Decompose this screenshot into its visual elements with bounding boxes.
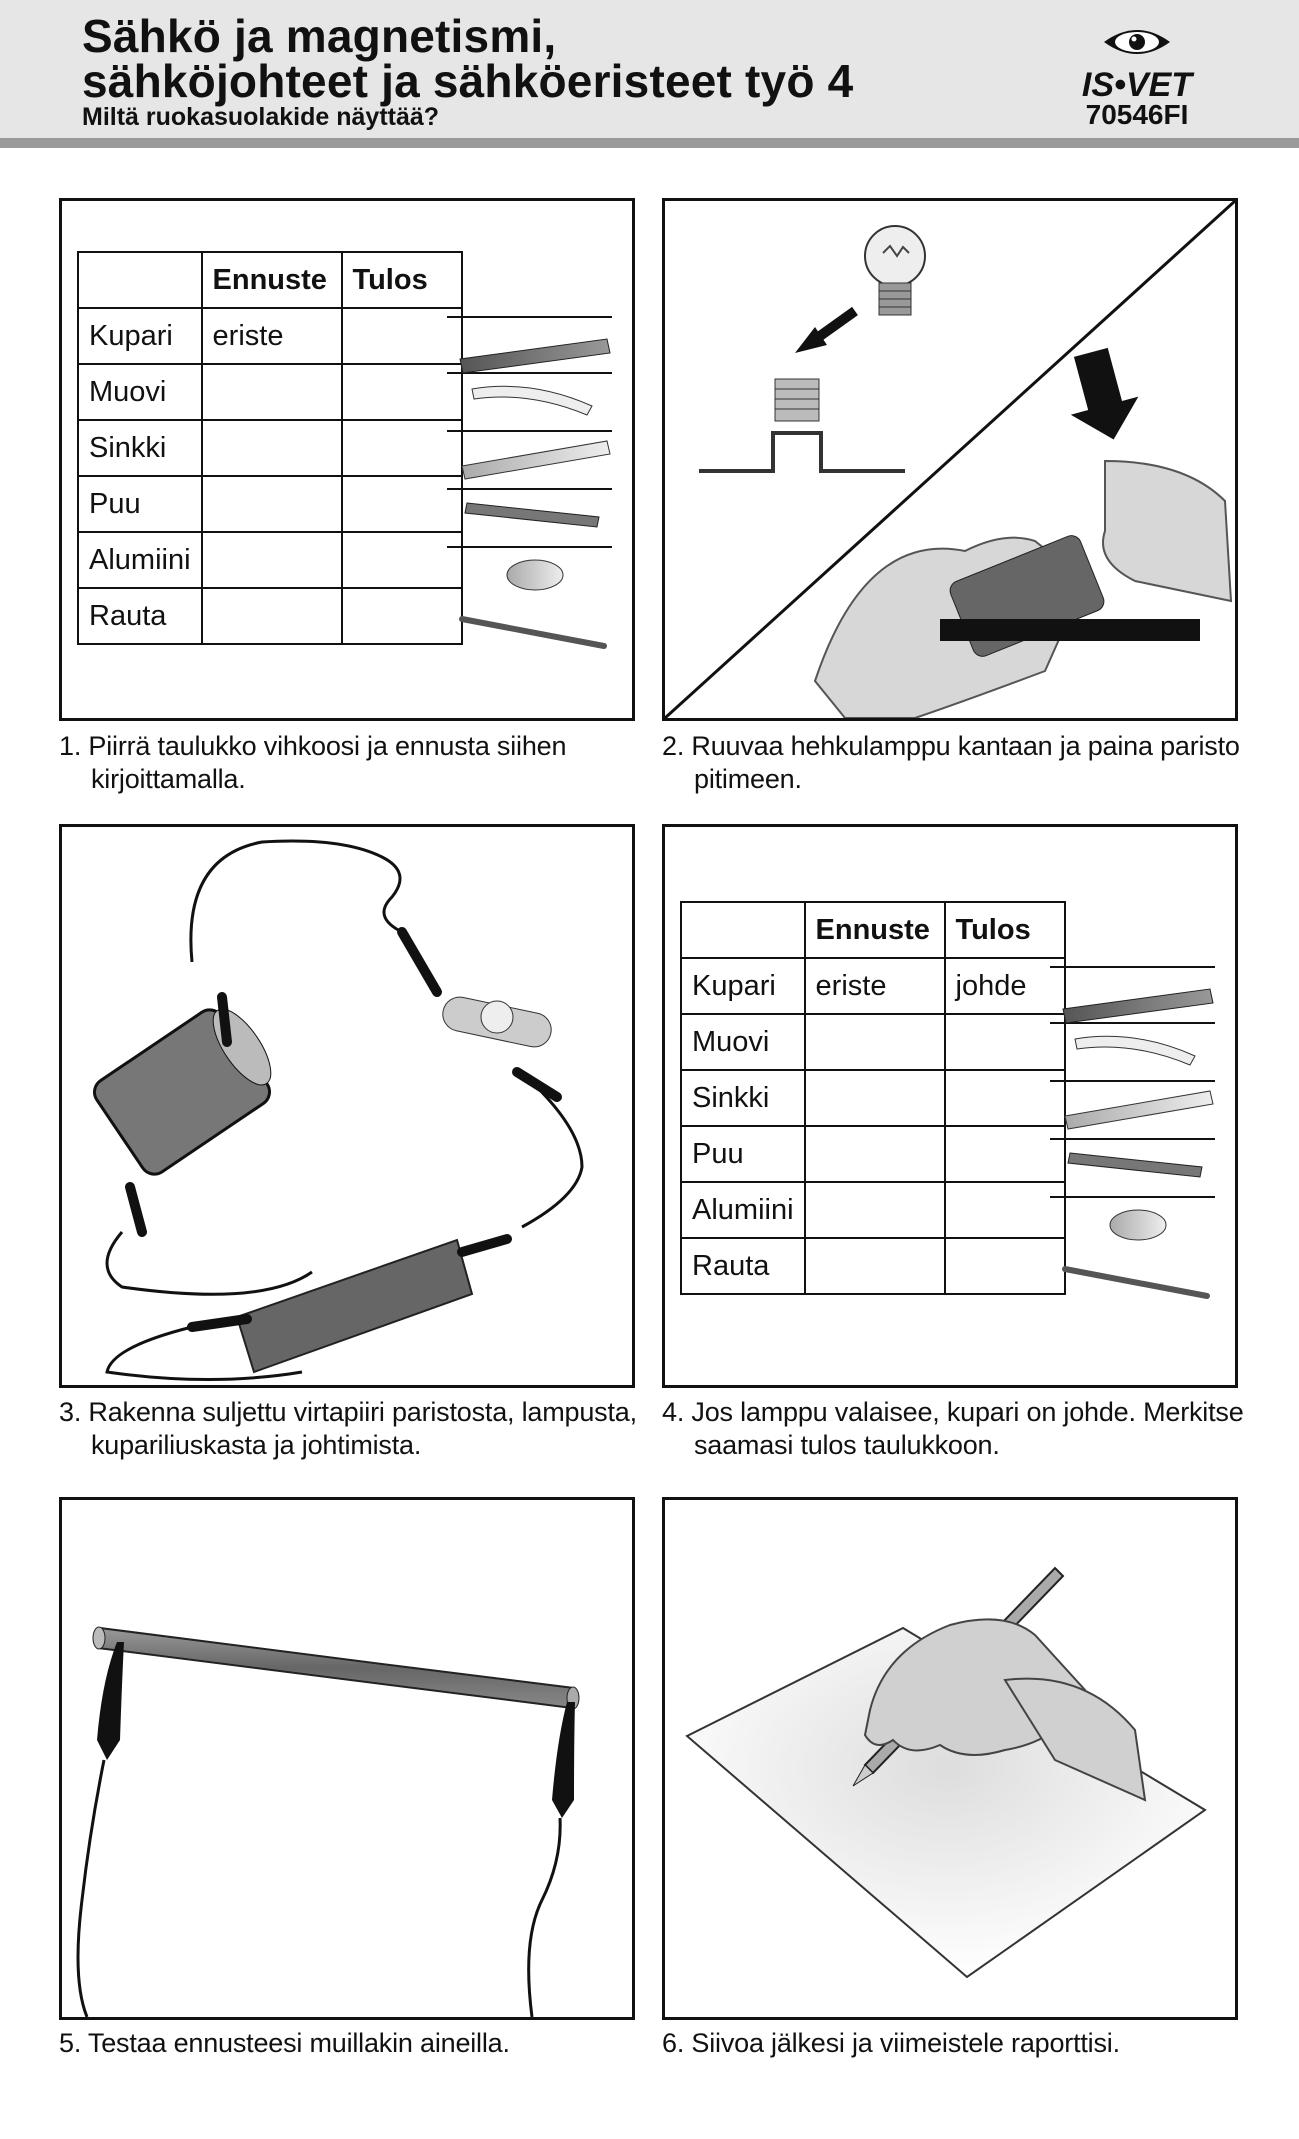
title-line-2: sähköjohteet ja sähköeristeet työ 4	[82, 55, 854, 107]
material-cell: Sinkki	[78, 420, 202, 476]
aluminium-disc	[507, 560, 563, 590]
zinc-strip	[462, 441, 610, 479]
aluminium-disc	[1110, 1210, 1166, 1240]
lamp-bulb-icon	[865, 226, 925, 315]
material-cell: Alumiini	[681, 1182, 805, 1238]
material-cell: Alumiini	[78, 532, 202, 588]
wood-stick	[1068, 1153, 1202, 1177]
battery-holder	[89, 1000, 281, 1179]
caption-2: 2. Ruuvaa hehkulamppu kantaan ja paina paristo pitimeen.	[662, 731, 1240, 794]
material-cell: Muovi	[681, 1014, 805, 1070]
isvet-logo	[1052, 24, 1222, 104]
caption-3: 3. Rakenna suljettu virtapiiri paristosta, lampusta, kupariliuskasta ja johtimista.	[59, 1397, 637, 1460]
hand-with-battery	[815, 461, 1231, 718]
page-header	[0, 0, 1299, 148]
eye-icon	[1104, 30, 1170, 54]
caption-1: 1. Piirrä taulukko vihkoosi ja ennusta siihen kirjoittamalla.	[59, 731, 567, 794]
iron-rod	[1065, 1269, 1207, 1296]
table-header-cell: Ennuste	[805, 902, 945, 958]
circuit-illustration	[62, 827, 632, 1385]
copper-plate	[237, 1240, 472, 1372]
panel-5	[59, 1497, 635, 2020]
alligator-clip-left	[78, 1642, 124, 2017]
wood-rod	[98, 1628, 574, 1708]
material-cell: Kupari	[681, 958, 805, 1014]
down-arrow-icon	[1057, 343, 1148, 448]
tulos-cell: johde	[945, 958, 1065, 1014]
material-cell: Muovi	[78, 364, 202, 420]
lamp-on-holder	[440, 994, 555, 1050]
lamp-battery-illustration	[665, 201, 1235, 718]
copper-strip	[460, 339, 610, 373]
page-title	[82, 10, 854, 107]
material-cell: Rauta	[681, 1238, 805, 1294]
wood-test-illustration	[62, 1500, 632, 2017]
caption-5: 5. Testaa ennusteesi muillakin aineilla.	[59, 2028, 510, 2058]
plastic-strip	[1075, 1036, 1195, 1065]
caption-4: 4. Jos lamppu valaisee, kupari on johde. Merkitse saamasi tulos taulukkoon.	[662, 1397, 1244, 1460]
panel-4	[662, 824, 1238, 1388]
table-header-cell: Tulos	[945, 902, 1065, 958]
panel-1	[59, 198, 635, 721]
zinc-strip	[1065, 1091, 1213, 1129]
table-header-cell: Ennuste	[202, 252, 342, 308]
caption-6: 6. Siivoa jälkesi ja viimeistele raporttisi.	[662, 2028, 1120, 2058]
lamp-holder	[699, 379, 905, 471]
material-samples	[665, 827, 1235, 1385]
alligator-clip-right	[529, 1702, 575, 2017]
material-samples	[62, 201, 632, 718]
panel-2	[662, 198, 1238, 721]
material-cell: Puu	[681, 1126, 805, 1182]
material-cell: Sinkki	[681, 1070, 805, 1126]
panel-3	[59, 824, 635, 1388]
writing-illustration	[665, 1500, 1235, 2017]
material-cell: Rauta	[78, 588, 202, 644]
copper-strip	[1063, 989, 1213, 1023]
material-cell: Kupari	[78, 308, 202, 364]
plastic-strip	[472, 386, 592, 415]
logo-text: IS•VET	[1081, 66, 1193, 104]
panel-6	[662, 1497, 1238, 2020]
product-code: 70546FI	[1085, 99, 1189, 130]
arrow-icon	[795, 311, 855, 353]
ennuste-cell: eriste	[202, 308, 342, 364]
table-header-cell: Tulos	[342, 252, 462, 308]
material-cell: Puu	[78, 476, 202, 532]
wood-stick	[465, 503, 599, 527]
iron-rod	[462, 619, 604, 646]
title-line-1: Sähkö ja magnetismi,	[82, 10, 557, 62]
ennuste-cell: eriste	[805, 958, 945, 1014]
page-subtitle: Miltä ruokasuolakide näyttää?	[82, 103, 440, 131]
